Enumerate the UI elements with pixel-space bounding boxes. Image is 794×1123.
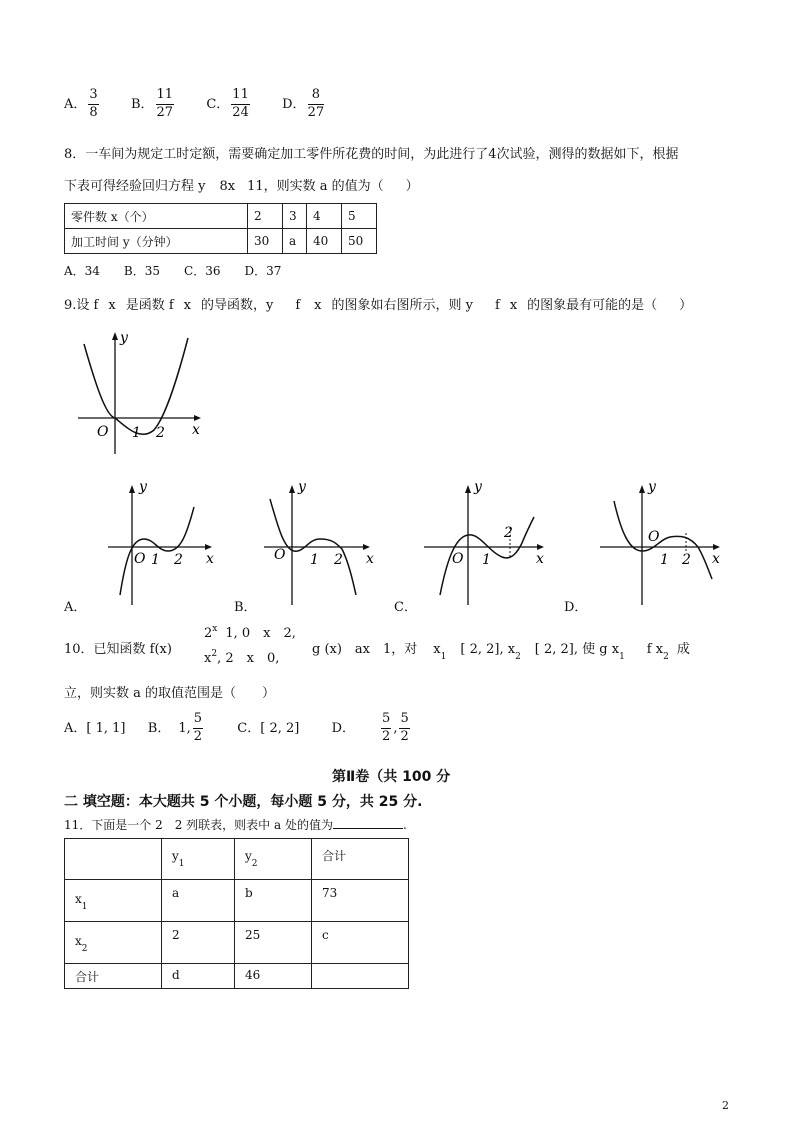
table-row: [65, 880, 409, 922]
q10-piecewise: [204, 622, 296, 672]
table-cell: $x_1$: [65, 880, 162, 922]
q10-stem-rest: g (x) ax 1，对 $x_1$ [ 2, 2], $x_2$ [ 2, 2], 使 g $x_1$ f $x_2$ 成: [312, 642, 690, 662]
tick-label-1: 1: [482, 552, 491, 568]
q10-case-2: $x^2$, 2 x 0,: [204, 649, 280, 666]
q10-stem-prefix: 10．已知函数 f(x): [64, 642, 172, 657]
y-label: y: [298, 479, 306, 495]
table-cell: 4: [307, 204, 342, 229]
q9-stem: 9.设 f x 是函数 f x 的导函数，y f x 的图象如右图所示，则 y f x 的图象最有可能的是（ ）: [64, 298, 693, 313]
tick-label-2: 2: [504, 525, 513, 541]
q10-option-d: D． $\frac{5}{2}$ , $\frac{5}{2}$: [331, 711, 409, 744]
table-cell: [312, 964, 409, 989]
x-axis-arrow-icon: [363, 544, 370, 550]
q8-data-table: [64, 203, 377, 254]
tick-label-2: 2: [156, 425, 165, 441]
table-cell: 2: [162, 922, 235, 964]
y-label: y: [648, 479, 656, 495]
q10-case-1: 2$^x$ 1, 0 x 2,: [204, 624, 296, 641]
origin-label: O: [648, 529, 660, 545]
q9-option-b-graph: [262, 477, 378, 607]
q8-line1: 8．一车间为规定工时定额，需要确定加工零件所花费的时间，为此进行了4次试验，测得的数据如下，根据: [64, 147, 679, 162]
q10-options: [64, 712, 412, 745]
table-cell: 25: [235, 922, 312, 964]
table-cell: [65, 839, 162, 880]
q9-option-b-label: B．: [234, 600, 257, 615]
origin-label: O: [134, 551, 146, 567]
x-axis-arrow-icon: [537, 544, 544, 550]
table-cell: 5: [342, 204, 377, 229]
table-cell: 50: [342, 229, 377, 254]
x-axis-arrow-icon: [205, 544, 212, 550]
origin-label: O: [97, 424, 109, 440]
table-cell: d: [162, 964, 235, 989]
table-cell: 3: [283, 204, 307, 229]
q7-option-b: B． $\frac{11}{27}$: [130, 87, 174, 120]
tick-label-1: 1: [132, 425, 141, 441]
q10-option-b: B． 1, $\frac{5}{2}$: [147, 711, 203, 744]
table-cell: 零件数 x（个）: [65, 204, 248, 229]
q7-option-a: A． $\frac{3}{8}$: [64, 87, 98, 120]
q10-option-a: A．[ 1, 1]: [64, 720, 126, 736]
q10-line2: 立，则实数 a 的取值范围是（ ）: [64, 686, 276, 701]
tick-label-1: 1: [660, 552, 669, 568]
origin-label: O: [274, 547, 286, 563]
table-cell: 30: [248, 229, 283, 254]
table-cell: a: [283, 229, 307, 254]
table-row: [65, 922, 409, 964]
table-cell: $y_2$: [235, 839, 312, 880]
y-label: y: [474, 479, 482, 495]
table-cell: 73: [312, 880, 409, 922]
q9-option-c-graph: [422, 477, 550, 607]
table-cell: 合计: [312, 839, 409, 880]
table-cell: 40: [307, 229, 342, 254]
x-label: x: [206, 551, 214, 567]
table-cell: b: [235, 880, 312, 922]
q8-options: A．34 B．35 C．36 D．37: [64, 264, 282, 278]
origin-label: O: [452, 551, 464, 567]
table-row: [65, 839, 409, 880]
y-label: y: [120, 330, 128, 346]
q7-options: [64, 88, 326, 121]
derivative-curve: [84, 338, 188, 434]
curve-a: [120, 507, 194, 595]
y-axis-arrow-icon: [465, 485, 471, 493]
x-axis-arrow-icon: [713, 544, 720, 550]
tick-label-1: 1: [310, 552, 319, 568]
q10-option-c: C．[ 2, 2]: [237, 720, 300, 736]
page-number: 2: [722, 1099, 729, 1112]
y-axis-arrow-icon: [289, 485, 295, 493]
q11-contingency-table: [64, 838, 409, 989]
q9-option-d-graph: [598, 477, 726, 607]
table-cell: a: [162, 880, 235, 922]
table-row: [65, 964, 409, 989]
y-axis-arrow-icon: [129, 485, 135, 493]
table-cell: 加工时间 y（分钟）: [65, 229, 248, 254]
part2-section-heading: 二 填空题：本大题共 5 个小题，每小题 5 分，共 25 分.: [64, 794, 423, 810]
q9-derivative-graph: [70, 326, 210, 458]
part2-title: 第Ⅱ卷（共 100 分: [332, 769, 451, 785]
table-row: [65, 204, 377, 229]
tick-label-1: 1: [151, 552, 160, 568]
q11-stem: 11．下面是一个 2 2 列联表，则表中 a 处的值为 .: [64, 818, 407, 832]
table-cell: c: [312, 922, 409, 964]
x-label: x: [536, 551, 544, 567]
q9-option-d-label: D．: [564, 600, 588, 615]
table-cell: $y_1$: [162, 839, 235, 880]
q9-option-a-label: A．: [64, 600, 87, 615]
table-cell: 合计: [65, 964, 162, 989]
tick-label-2: 2: [682, 552, 691, 568]
x-label: x: [366, 551, 374, 567]
table-row: [65, 229, 377, 254]
tick-label-2: 2: [174, 552, 183, 568]
q8-line2: 下表可得经验回归方程 y 8x 11，则实数 a 的值为（ ）: [64, 179, 419, 194]
y-axis-arrow-icon: [639, 485, 645, 493]
q9-option-a-graph: [106, 477, 220, 607]
answer-blank[interactable]: [333, 816, 403, 829]
table-cell: $x_2$: [65, 922, 162, 964]
q7-option-d: D． $\frac{8}{27}$: [282, 87, 325, 120]
q9-option-c-label: C．: [394, 600, 417, 615]
tick-label-2: 2: [334, 552, 343, 568]
table-cell: 2: [248, 204, 283, 229]
y-axis-arrow-icon: [112, 332, 118, 340]
y-label: y: [139, 479, 147, 495]
q7-option-c: C． $\frac{11}{24}$: [206, 87, 249, 120]
x-axis-arrow-icon: [194, 415, 201, 421]
x-label: x: [192, 422, 200, 438]
table-cell: 46: [235, 964, 312, 989]
x-label: x: [712, 551, 720, 567]
